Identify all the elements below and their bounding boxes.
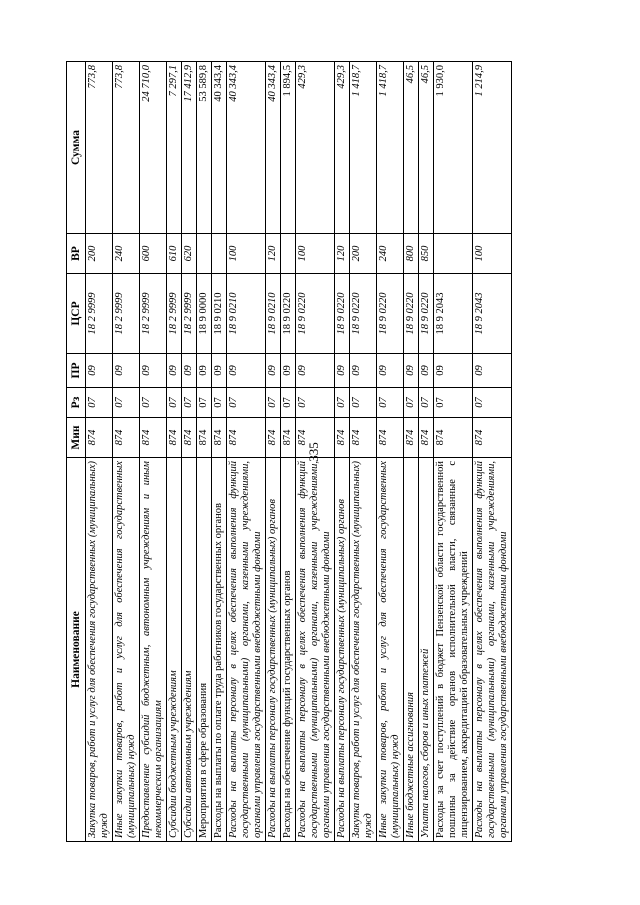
cell-vr: 610 [167, 234, 182, 274]
cell-vr [434, 234, 473, 274]
cell-name: Расходы на выплаты персоналу государственных (муниципальных) органов [266, 458, 281, 842]
cell-name: Расходы на выплаты по оплате труда работников государственных органов [212, 458, 227, 842]
cell-sum: 17 412,9 [182, 62, 197, 234]
cell-rz: 07 [419, 388, 434, 418]
cell-csr: 18 9 0210 [266, 274, 281, 354]
cell-sum: 1 214,9 [473, 62, 512, 234]
cell-pr: 09 [182, 354, 197, 388]
cell-vr: 120 [266, 234, 281, 274]
cell-sum: 1 930,0 [434, 62, 473, 234]
cell-sum: 46,5 [404, 62, 419, 234]
cell-pr: 09 [197, 354, 212, 388]
cell-pr: 09 [140, 354, 167, 388]
cell-sum: 1 418,7 [350, 62, 377, 234]
cell-vr [197, 234, 212, 274]
cell-rz: 07 [335, 388, 350, 418]
table-row [377, 62, 404, 842]
cell-vr: 240 [113, 234, 140, 274]
cell-csr: 18 2 9999 [167, 274, 182, 354]
cell-pr: 09 [377, 354, 404, 388]
page-number: 335 [306, 442, 321, 462]
cell-name: Расходы на выплаты персоналу государственных (муниципальных) органов [335, 458, 350, 842]
cell-vr: 600 [140, 234, 167, 274]
cell-rz: 07 [227, 388, 266, 418]
cell-csr: 18 9 0220 [404, 274, 419, 354]
cell-sum: 40 343,4 [227, 62, 266, 234]
cell-min: 874 [227, 418, 266, 458]
cell-min: 874 [197, 418, 212, 458]
cell-min: 874 [434, 418, 473, 458]
header-rz: Рз [67, 388, 86, 418]
cell-sum: 429,3 [335, 62, 350, 234]
cell-name: Предоставление субсидий бюджетным, автономным учреждениям и иным некоммерческим организациям [140, 458, 167, 842]
cell-rz: 07 [140, 388, 167, 418]
cell-sum: 1 418,7 [377, 62, 404, 234]
cell-vr: 240 [377, 234, 404, 274]
cell-pr: 09 [266, 354, 281, 388]
cell-name: Иные закупки товаров, работ и услуг для обеспечения государственных (муниципальных) нужд [377, 458, 404, 842]
cell-pr: 09 [86, 354, 113, 388]
cell-min: 874 [167, 418, 182, 458]
cell-name: Субсидии автономным учреждениям [182, 458, 197, 842]
cell-vr: 100 [227, 234, 266, 274]
cell-name: Расходы на обеспечение функций государственных органов [281, 458, 296, 842]
cell-min: 874 [182, 418, 197, 458]
table-row [350, 62, 377, 842]
header-sum: Сумма [67, 62, 86, 234]
cell-sum: 7 297,1 [167, 62, 182, 234]
cell-name: Расходы на выплаты персоналу в целях обеспечения выполнения функций государственными (муниципальными) органами, казенными учреждениями, органами управления государственными внебюджетными фондами [296, 458, 335, 842]
table-row [227, 62, 266, 842]
cell-vr: 120 [335, 234, 350, 274]
header-csr: ЦСР [67, 274, 86, 354]
table-row [113, 62, 140, 842]
table-row [212, 62, 227, 842]
cell-vr [212, 234, 227, 274]
cell-pr: 09 [113, 354, 140, 388]
cell-name: Закупка товаров, работ и услуг для обеспечения государственных (муниципальных) нужд [86, 458, 113, 842]
cell-rz: 07 [167, 388, 182, 418]
cell-sum: 429,3 [296, 62, 335, 234]
table-row [434, 62, 473, 842]
cell-pr: 09 [212, 354, 227, 388]
cell-vr [281, 234, 296, 274]
cell-min: 874 [266, 418, 281, 458]
cell-csr: 18 2 9999 [140, 274, 167, 354]
header-min: Мин [67, 418, 86, 458]
cell-min: 874 [473, 418, 512, 458]
cell-pr: 09 [281, 354, 296, 388]
cell-pr: 09 [227, 354, 266, 388]
cell-sum: 46,5 [419, 62, 434, 234]
cell-csr: 18 9 0220 [377, 274, 404, 354]
cell-csr: 18 2 9999 [86, 274, 113, 354]
cell-sum: 1 894,5 [281, 62, 296, 234]
cell-min: 874 [212, 418, 227, 458]
header-vr: ВР [67, 234, 86, 274]
table-row [182, 62, 197, 842]
cell-min: 874 [377, 418, 404, 458]
cell-pr: 09 [434, 354, 473, 388]
cell-rz: 07 [473, 388, 512, 418]
cell-sum: 40 343,4 [266, 62, 281, 234]
cell-vr: 100 [296, 234, 335, 274]
table-row [419, 62, 434, 842]
cell-name: Иные бюджетные ассигнования [404, 458, 419, 842]
cell-rz: 07 [377, 388, 404, 418]
cell-name: Закупка товаров, работ и услуг для обеспечения государственных (муниципальных) нужд [350, 458, 377, 842]
cell-rz: 07 [197, 388, 212, 418]
cell-vr: 620 [182, 234, 197, 274]
cell-rz: 07 [350, 388, 377, 418]
cell-rz: 07 [434, 388, 473, 418]
cell-csr: 18 9 0220 [350, 274, 377, 354]
cell-csr: 18 2 9999 [182, 274, 197, 354]
cell-pr: 09 [419, 354, 434, 388]
cell-pr: 09 [296, 354, 335, 388]
cell-csr: 18 9 0220 [281, 274, 296, 354]
cell-name: Иные закупки товаров, работ и услуг для обеспечения государственных (муниципальных) нужд [113, 458, 140, 842]
table-row [335, 62, 350, 842]
rotated-table-container [66, 62, 626, 842]
cell-csr: 18 9 0220 [335, 274, 350, 354]
cell-pr: 09 [404, 354, 419, 388]
budget-table [66, 61, 512, 842]
cell-rz: 07 [281, 388, 296, 418]
table-row [473, 62, 512, 842]
cell-vr: 200 [86, 234, 113, 274]
table-header-row [67, 62, 86, 842]
cell-name: Уплата налогов, сборов и иных платежей [419, 458, 434, 842]
cell-min: 874 [404, 418, 419, 458]
cell-rz: 07 [212, 388, 227, 418]
cell-name: Мероприятия в сфере образования [197, 458, 212, 842]
cell-pr: 09 [350, 354, 377, 388]
table-row [266, 62, 281, 842]
cell-name: Расходы на выплаты персоналу в целях обеспечения выполнения функций государственными (муниципальными) органами, казенными учреждениями, органами управления государственными внебюджетными фондами [473, 458, 512, 842]
cell-csr: 18 9 0220 [419, 274, 434, 354]
cell-min: 874 [140, 418, 167, 458]
cell-rz: 07 [113, 388, 140, 418]
cell-rz: 07 [266, 388, 281, 418]
cell-sum: 40 343,4 [212, 62, 227, 234]
cell-csr: 18 9 2043 [473, 274, 512, 354]
cell-csr: 18 9 2043 [434, 274, 473, 354]
cell-name: Расходы на выплаты персоналу в целях обеспечения выполнения функций государственными (муниципальными) органами, казенными учреждениями, органами управления государственными внебюджетными фондами [227, 458, 266, 842]
cell-csr: 18 9 0220 [296, 274, 335, 354]
cell-vr: 100 [473, 234, 512, 274]
table-row [197, 62, 212, 842]
cell-csr: 18 9 0000 [197, 274, 212, 354]
cell-csr: 18 9 0210 [212, 274, 227, 354]
cell-sum: 53 589,8 [197, 62, 212, 234]
cell-csr: 18 9 0210 [227, 274, 266, 354]
table-row [86, 62, 113, 842]
cell-min: 874 [335, 418, 350, 458]
table-row [404, 62, 419, 842]
cell-min: 874 [281, 418, 296, 458]
cell-name: Расходы за счет поступлений в бюджет Пензенской области государственной пошлины за действие органов исполнительной власти, связанные с лицензированием, аккредитацией образовательных учреждений [434, 458, 473, 842]
table-body [86, 62, 512, 842]
cell-rz: 07 [404, 388, 419, 418]
table-row [140, 62, 167, 842]
cell-sum: 773,8 [113, 62, 140, 234]
cell-vr: 800 [404, 234, 419, 274]
cell-name: Субсидии бюджетным учреждениям [167, 458, 182, 842]
table-row [296, 62, 335, 842]
cell-pr: 09 [335, 354, 350, 388]
cell-min: 874 [296, 418, 335, 458]
cell-min: 874 [419, 418, 434, 458]
cell-min: 874 [86, 418, 113, 458]
cell-rz: 07 [296, 388, 335, 418]
cell-sum: 773,8 [86, 62, 113, 234]
cell-csr: 18 2 9999 [113, 274, 140, 354]
cell-vr: 850 [419, 234, 434, 274]
cell-min: 874 [113, 418, 140, 458]
cell-sum: 24 710,0 [140, 62, 167, 234]
header-pr: ПР [67, 354, 86, 388]
table-row [281, 62, 296, 842]
cell-vr: 200 [350, 234, 377, 274]
header-name: Наименование [67, 458, 86, 842]
cell-min: 874 [350, 418, 377, 458]
cell-pr: 09 [167, 354, 182, 388]
cell-rz: 07 [182, 388, 197, 418]
cell-rz: 07 [86, 388, 113, 418]
table-row [167, 62, 182, 842]
cell-pr: 09 [473, 354, 512, 388]
